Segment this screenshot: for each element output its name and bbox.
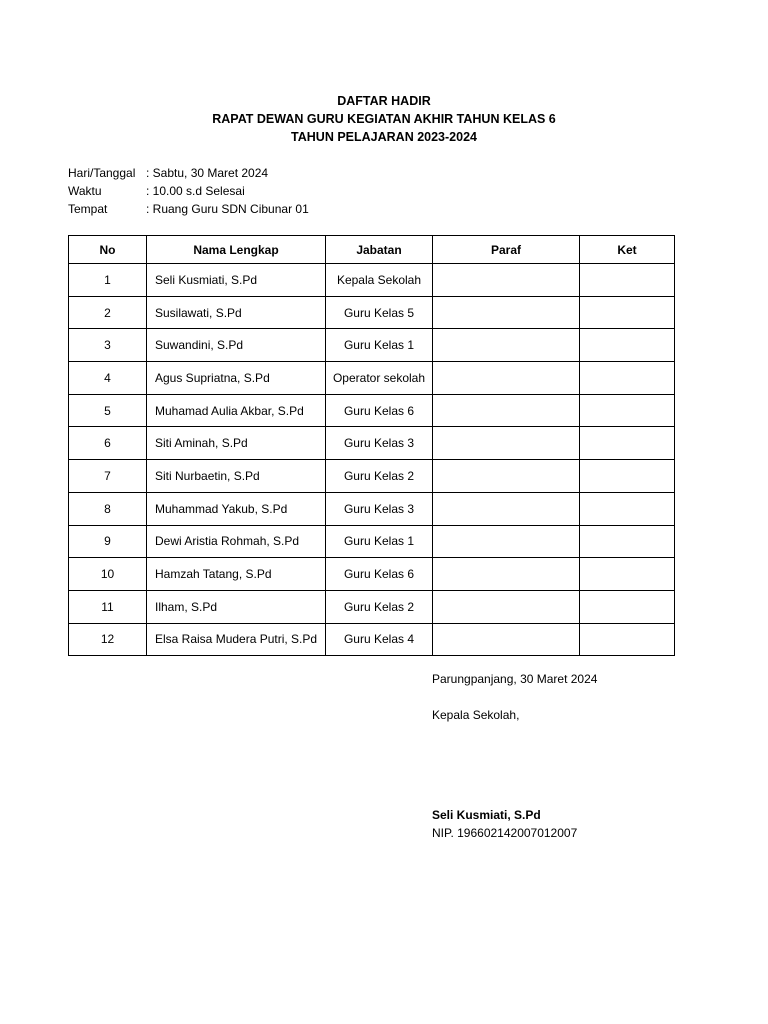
table-row [69, 460, 675, 493]
cell-no: 10 [69, 558, 147, 591]
cell-ket [580, 329, 675, 362]
date-label: Hari/Tanggal [68, 166, 136, 180]
table-row [69, 492, 675, 525]
signature-role: Kepala Sekolah, [432, 708, 520, 722]
place-value: : Ruang Guru SDN Cibunar 01 [146, 202, 309, 216]
table-row [69, 264, 675, 297]
cell-no: 12 [69, 623, 147, 656]
cell-paraf [433, 264, 580, 297]
cell-ket [580, 590, 675, 623]
cell-name: Hamzah Tatang, S.Pd [147, 558, 326, 591]
cell-ket [580, 296, 675, 329]
date-value: : Sabtu, 30 Maret 2024 [146, 166, 269, 180]
cell-name: Susilawati, S.Pd [147, 296, 326, 329]
table-row [69, 296, 675, 329]
place-label: Tempat [68, 202, 108, 216]
cell-job: Guru Kelas 5 [326, 296, 433, 329]
table-row [69, 394, 675, 427]
cell-job: Guru Kelas 6 [326, 558, 433, 591]
info-row-date [68, 164, 309, 182]
signature-block [432, 670, 597, 842]
table-row [69, 362, 675, 395]
cell-name: Agus Supriatna, S.Pd [147, 362, 326, 395]
cell-name: Dewi Aristia Rohmah, S.Pd [147, 525, 326, 558]
cell-no: 3 [69, 329, 147, 362]
table-row [69, 427, 675, 460]
document-title [0, 92, 768, 146]
table-row [69, 329, 675, 362]
cell-no: 9 [69, 525, 147, 558]
table-header-row [69, 236, 675, 264]
table-row [69, 558, 675, 591]
cell-name: Ilham, S.Pd [147, 590, 326, 623]
title-line-2: RAPAT DEWAN GURU KEGIATAN AKHIR TAHUN KELAS 6 [212, 112, 556, 126]
header-job: Jabatan [326, 236, 433, 264]
cell-ket [580, 492, 675, 525]
table-row [69, 525, 675, 558]
cell-job: Guru Kelas 2 [326, 590, 433, 623]
cell-name: Siti Nurbaetin, S.Pd [147, 460, 326, 493]
cell-ket [580, 362, 675, 395]
cell-job: Guru Kelas 2 [326, 460, 433, 493]
cell-job: Guru Kelas 1 [326, 329, 433, 362]
time-label: Waktu [68, 184, 102, 198]
cell-ket [580, 558, 675, 591]
cell-paraf [433, 460, 580, 493]
table-row [69, 623, 675, 656]
cell-paraf [433, 394, 580, 427]
signature-place-date: Parungpanjang, 30 Maret 2024 [432, 672, 598, 686]
cell-job: Guru Kelas 1 [326, 525, 433, 558]
cell-ket [580, 525, 675, 558]
cell-no: 4 [69, 362, 147, 395]
title-line-3: TAHUN PELAJARAN 2023-2024 [291, 130, 477, 144]
cell-job: Guru Kelas 6 [326, 394, 433, 427]
cell-name: Siti Aminah, S.Pd [147, 427, 326, 460]
signature-name: Seli Kusmiati, S.Pd [432, 808, 541, 822]
cell-paraf [433, 427, 580, 460]
header-paraf: Paraf [433, 236, 580, 264]
cell-name: Muhammad Yakub, S.Pd [147, 492, 326, 525]
table-row [69, 590, 675, 623]
info-row-time [68, 182, 309, 200]
cell-ket [580, 427, 675, 460]
cell-job: Operator sekolah [326, 362, 433, 395]
time-value: : 10.00 s.d Selesai [146, 184, 245, 198]
cell-no: 8 [69, 492, 147, 525]
meeting-info [68, 164, 309, 218]
title-line-1: DAFTAR HADIR [337, 94, 431, 108]
cell-no: 7 [69, 460, 147, 493]
cell-paraf [433, 362, 580, 395]
cell-ket [580, 264, 675, 297]
header-name: Nama Lengkap [147, 236, 326, 264]
cell-paraf [433, 525, 580, 558]
signature-nip: NIP. 196602142007012007 [432, 826, 578, 840]
cell-name: Muhamad Aulia Akbar, S.Pd [147, 394, 326, 427]
cell-paraf [433, 492, 580, 525]
cell-paraf [433, 558, 580, 591]
cell-ket [580, 394, 675, 427]
cell-no: 6 [69, 427, 147, 460]
cell-job: Kepala Sekolah [326, 264, 433, 297]
header-ket: Ket [580, 236, 675, 264]
cell-ket [580, 460, 675, 493]
cell-paraf [433, 590, 580, 623]
cell-no: 11 [69, 590, 147, 623]
cell-paraf [433, 623, 580, 656]
cell-job: Guru Kelas 3 [326, 492, 433, 525]
cell-ket [580, 623, 675, 656]
cell-job: Guru Kelas 4 [326, 623, 433, 656]
cell-name: Seli Kusmiati, S.Pd [147, 264, 326, 297]
attendance-table [68, 235, 675, 656]
cell-paraf [433, 329, 580, 362]
cell-no: 5 [69, 394, 147, 427]
cell-name: Suwandini, S.Pd [147, 329, 326, 362]
cell-no: 1 [69, 264, 147, 297]
cell-no: 2 [69, 296, 147, 329]
cell-job: Guru Kelas 3 [326, 427, 433, 460]
cell-paraf [433, 296, 580, 329]
header-no: No [69, 236, 147, 264]
info-row-place [68, 200, 309, 218]
cell-name: Elsa Raisa Mudera Putri, S.Pd [147, 623, 326, 656]
